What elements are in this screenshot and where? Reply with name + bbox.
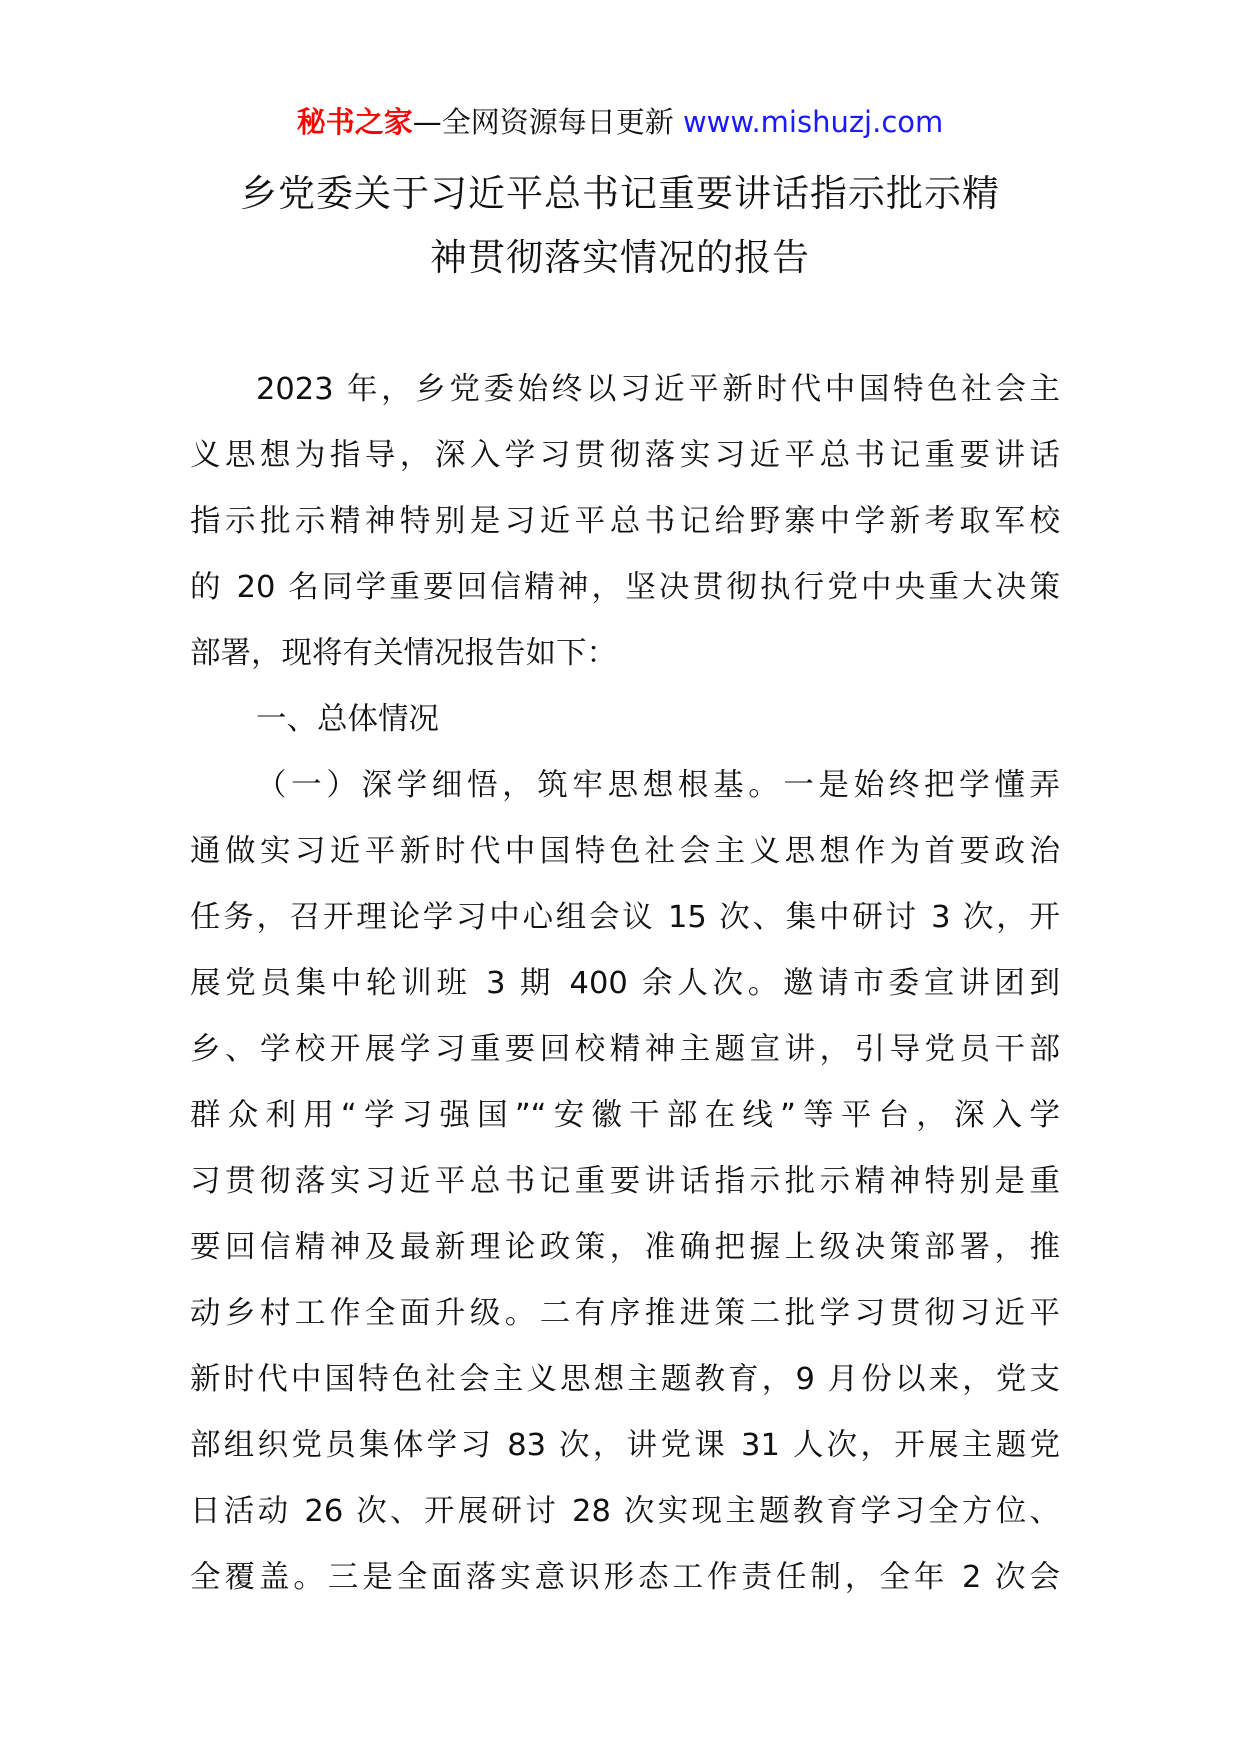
body-line: 2023 年，乡党委始终以习近平新时代中国特色社会主 <box>256 372 1060 407</box>
body-line: 的 20 名同学重要回信精神，坚决贯彻执行党中央重大决策 <box>190 570 1060 605</box>
brand-name: 秘书之家 <box>296 105 413 139</box>
body-line: 日活动 26 次、开展研讨 28 次实现主题教育学习全方位、 <box>190 1494 1060 1529</box>
body-line: 群众利用“学习强国”“安徽干部在线”等平台，深入学 <box>190 1098 1060 1133</box>
title-line-2: 神贯彻落实情况的报告 <box>430 236 810 279</box>
body-line: 新时代中国特色社会主义思想主题教育，9 月份以来，党支 <box>190 1362 1060 1397</box>
body-line: 全覆盖。三是全面落实意识形态工作责任制，全年 2 次会 <box>190 1560 1060 1595</box>
body-line: 部署，现将有关情况报告如下： <box>190 636 617 671</box>
body-line: 习贯彻落实习近平总书记重要讲话指示批示精神特别是重 <box>190 1164 1060 1199</box>
header-banner <box>0 100 1240 144</box>
header-slogan: —全网资源每日更新 <box>412 105 674 139</box>
body-line: 展党员集中轮训班 3 期 400 余人次。邀请市委宣讲团到 <box>190 966 1060 1001</box>
body-line: 动乡村工作全面升级。二有序推进策二批学习贯彻习近平 <box>190 1296 1060 1331</box>
body-line: （一）深学细悟，筑牢思想根基。一是始终把学懂弄 <box>256 768 1060 803</box>
body-line: 任务，召开理论学习中心组会议 15 次、集中研讨 3 次，开 <box>190 900 1060 935</box>
section-heading: 一、总体情况 <box>256 702 439 737</box>
document-title <box>180 162 1060 290</box>
body-line: 乡、学校开展学习重要回校精神主题宣讲，引导党员干部 <box>190 1032 1060 1067</box>
body-line: 要回信精神及最新理论政策，准确把握上级决策部署，推 <box>190 1230 1060 1265</box>
body-line: 义思想为指导，深入学习贯彻落实习近平总书记重要讲话 <box>190 438 1060 473</box>
document-body <box>190 357 1060 1611</box>
body-line: 指示批示精神特别是习近平总书记给野寨中学新考取军校 <box>190 504 1060 539</box>
body-line: 通做实习近平新时代中国特色社会主义思想作为首要政治 <box>190 834 1060 869</box>
body-line: 部组织党员集体学习 83 次，讲党课 31 人次，开展主题党 <box>190 1428 1060 1463</box>
title-line-1: 乡党委关于习近平总书记重要讲话指示批示精 <box>240 172 1000 215</box>
website-link[interactable]: www.mishuzj.com <box>682 105 944 139</box>
